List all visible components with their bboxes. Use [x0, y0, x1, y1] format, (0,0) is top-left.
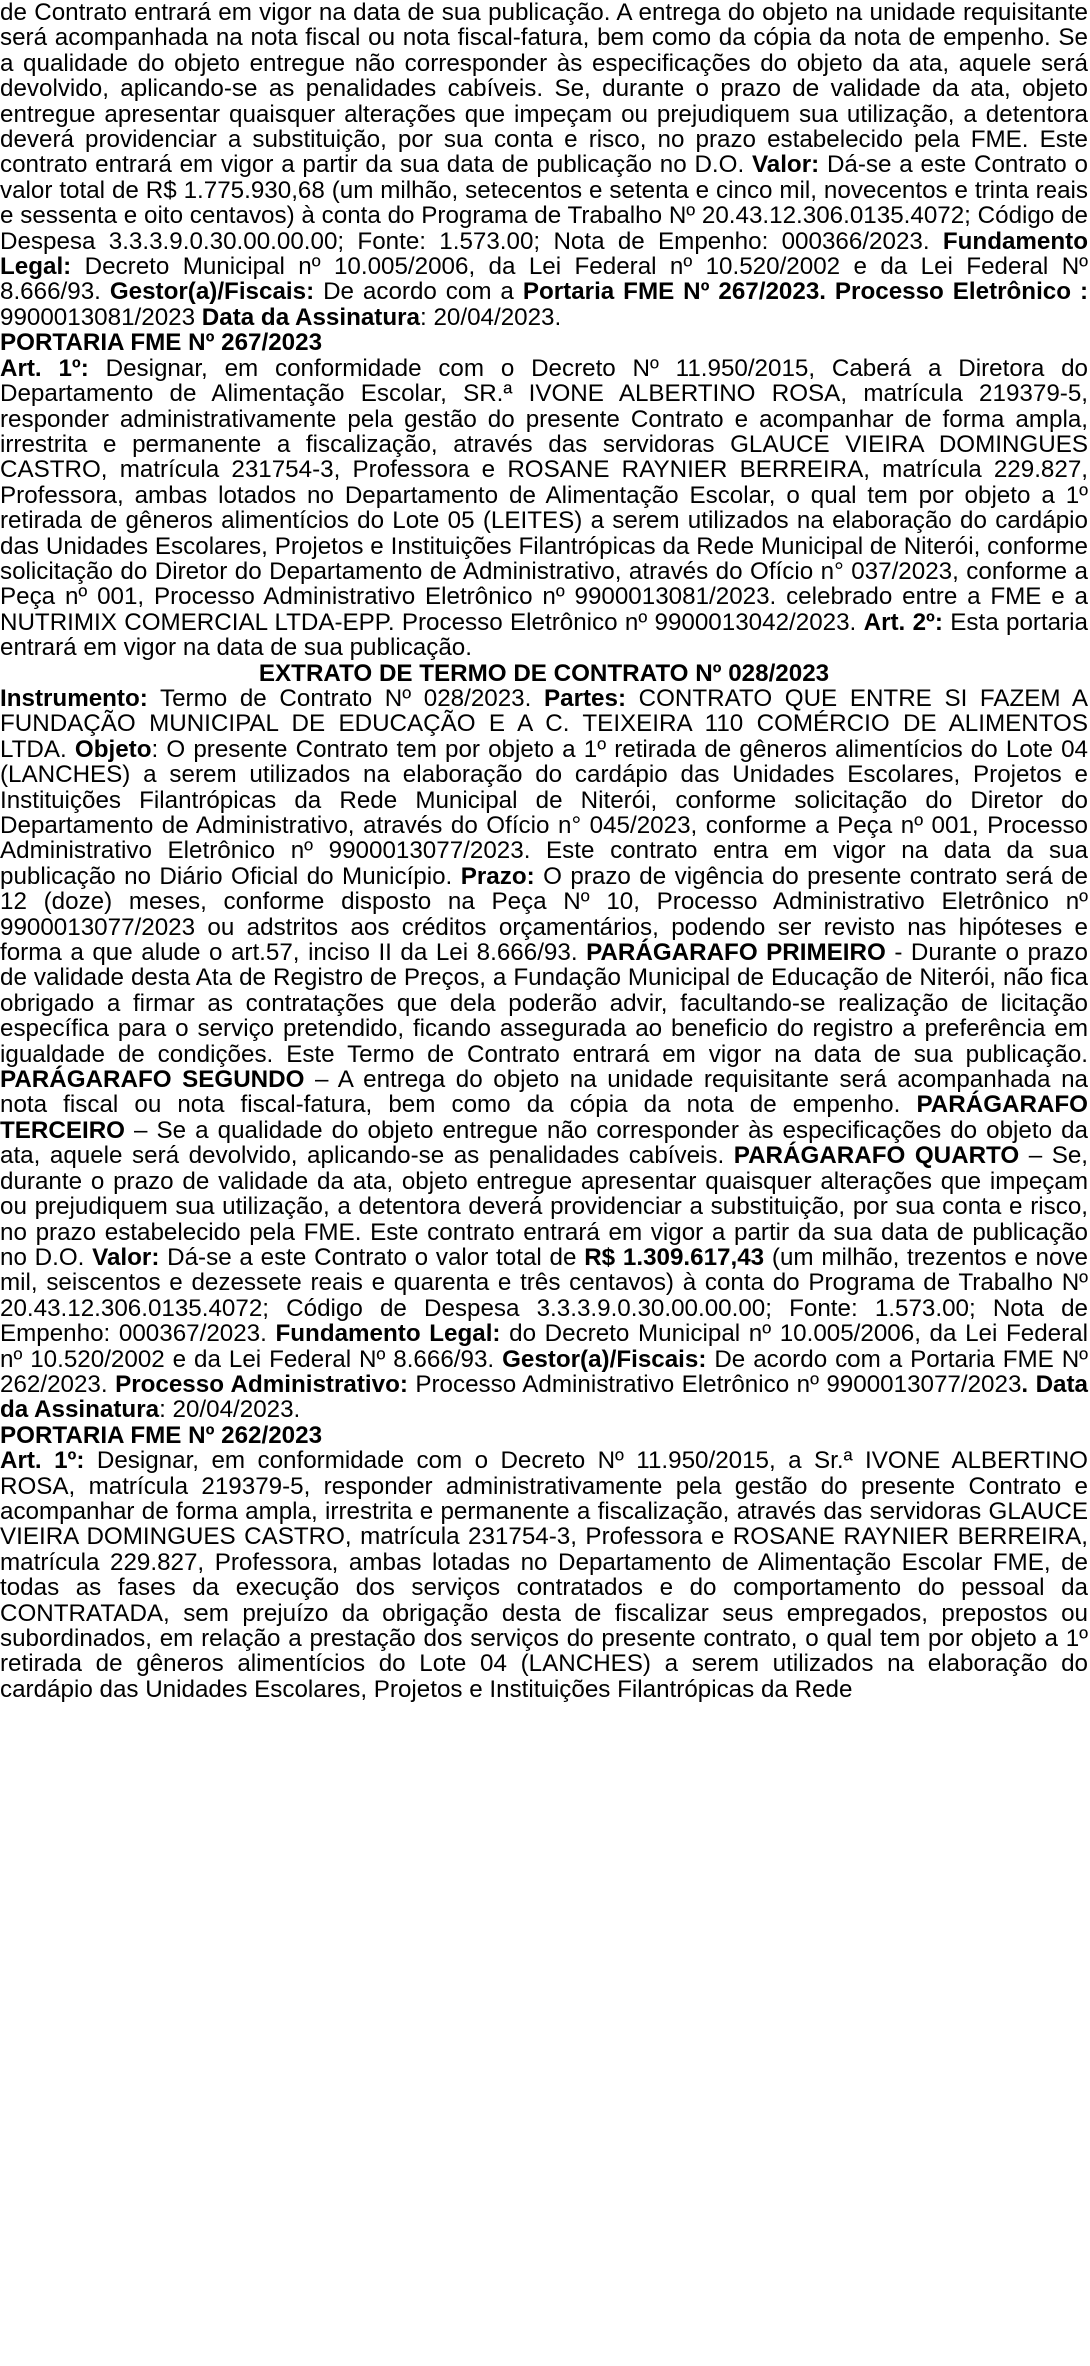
- bold-run: Valor:: [751, 151, 820, 179]
- text-run: CONTRATO QUE ENTRE SI FAZEM A FUNDAÇÃO MUNICIPAL DE EDUCAÇÃO E A C. TEIXEIRA 110 COMÉRCIO DE ALIMENTOS LTDA.: [0, 684, 1088, 763]
- bold-run: EXTRATO DE TERMO DE CONTRATO Nº 028/2023: [258, 659, 830, 687]
- bold-run: PARÁGARAFO SEGUNDO: [0, 1066, 305, 1094]
- text-run: : O presente Contrato tem por objeto a 1º retirada de gêneros alimentícios do Lote 04 (LANCHES) a serem utilizados na elaboração do cardápio das Unidades Escolares, Projetos e Instituições Filantrópicas da Rede Municipal de Niterói, conforme solicitação do Diretor do Departamento de Administrativo, através do Ofício n° 045/2023, conforme a Peça nº 001, Processo Administrativo Eletrônico nº 9900013077/2023. Este contrato entra em vigor na data da sua publicação no Diário Oficial do Município.: [0, 735, 1088, 890]
- text-run: Designar, em conformidade com o Decreto Nº 11.950/2015, a Sr.ª IVONE ALBERTINO ROSA, matrícula 219379-5, responder administrativamente pela gestão do presente Contrato e acompanhar de forma ampla, irrestrita e permanente a fiscalização, através das servidoras GLAUCE VIEIRA DOMINGUES CASTRO, matrícula 231754-3, Professora e ROSANE RAYNIER BERREIRA, matrícula 229.827, Professora, ambas lotadas no Departamento de Alimentação Escolar FME, de todas as fases da execução dos serviços contratados e do comportamento do pessoal da CONTRATADA, sem prejuízo da obrigação desta de fiscalizar seus empregados, prepostos ou subordinados, em relação a prestação dos serviços do presente contrato, o qual tem por objeto a 1º retirada de gêneros alimentícios do Lote 04 (LANCHES) a serem utilizados na elaboração do cardápio das Unidades Escolares, Projetos e Instituições Filantrópicas da Rede: [0, 1447, 1088, 1703]
- bold-run: PORTARIA FME Nº 262/2023: [0, 1421, 323, 1449]
- text-run: Dá-se a este Contrato o valor total de R$ 1.775.930,68 (um milhão, setecentos e setenta e cinco mil, novecentos e trinta reais e sessenta e oito centavos) à conta do Programa de Trabalho Nº 20.43.12.306.0135.4072; Código de Despesa 3.3.3.9.0.30.00.00.00; Fonte: 1.573.00; Nota de Empenho: 000366/2023.: [0, 151, 1088, 255]
- text-run: (um milhão, trezentos e nove mil, seiscentos e dezessete reais e quarenta e três centavos) à conta do Programa de Trabalho Nº 20.43.12.306.0135.4072; Código de Despesa 3.3.3.9.0.30.00.00.00; Fonte: 1.573.00; Nota de Empenho: 000367/2023.: [0, 1243, 1088, 1348]
- bold-run: Art. 2º:: [863, 608, 943, 636]
- text-run: - Durante o prazo de validade desta Ata de Registro de Preços, a Fundação Municipal de Educação de Niterói, não fica obrigado a firmar as contratações que dela poderão advir, facultando-se realização de licitação específica para o serviço pretendido, ficando assegurada ao beneficio do registro a preferência em igualdade de condições. Este Termo de Contrato entrará em vigor na data de sua publicação.: [0, 939, 1088, 1068]
- bold-run: PARÁGARAFO QUARTO: [733, 1142, 1020, 1170]
- bold-run: Portaria FME Nº 267/2023. Processo Eletrônico :: [522, 278, 1089, 306]
- bold-run: Data da Assinatura: [201, 303, 420, 331]
- text-run: Designar, em conformidade com o Decreto Nº 11.950/2015, Caberá a Diretora do Departamento de Alimentação Escolar, SR.ª IVONE ALBERTINO ROSA, matrícula 219379-5, responder administrativamente pela gestão do presente Contrato e acompanhar de forma ampla, irrestrita e permanente a fiscalização, através das servidoras GLAUCE VIEIRA DOMINGUES CASTRO, matrícula 231754-3, Professora e ROSANE RAYNIER BERREIRA, matrícula 229.827, Professora, ambas lotados no Departamento de Alimentação Escolar, o qual tem por objeto a 1º retirada de gêneros alimentícios do Lote 05 (LEITES) a serem utilizados na elaboração do cardápio das Unidades Escolares, Projetos e Instituições Filantrópicas da Rede Municipal de Niterói, conforme solicitação do Diretor do Departamento de Administrativo, através do Ofício n° 037/2023, conforme a Peça nº 001, Processo Administrativo Eletrônico nº 9900013081/2023. celebrado entre a FME e a NUTRIMIX COMERCIAL LTDA-EPP. Processo Eletrônico nº 9900013042/2023.: [0, 354, 1088, 636]
- portaria-267-body: [0, 356, 1088, 661]
- bold-run: Valor:: [92, 1243, 160, 1271]
- bold-run: R$ 1.309.617,43: [584, 1243, 765, 1271]
- text-run: : 20/04/2023.: [420, 303, 562, 331]
- text-run: O prazo de vigência do presente contrato será de 12 (doze) meses, conforme disposto na Peça Nº 10, Processo Administrativo Eletrônico nº 9900013077/2023 ou adstritos aos créditos orçamentários, podendo ser revisto nas hipóteses e forma a que alude o art.57, inciso II da Lei 8.666/93.: [0, 862, 1088, 967]
- text-run: Decreto Municipal nº 10.005/2006, da Lei Federal nº 10.520/2002 e da Lei Federal Nº 8.666/93.: [0, 253, 1088, 306]
- bold-run: PORTARIA FME Nº 267/2023: [0, 329, 323, 357]
- bold-run: Prazo:: [460, 862, 535, 890]
- text-run: de Contrato entrará em vigor na data de sua publicação. A entrega do objeto na unidade requisitante será acompanhada na nota fiscal ou nota fiscal-fatura, bem como da cópia da nota de empenho. Se a qualidade do objeto entregue não corresponder às especificações do objeto da ata, aquele será devolvido, aplicando-se as penalidades cabíveis. Se, durante o prazo de validade da ata, objeto entregue apresentar quaisquer alterações que impeçam ou prejudiquem sua utilização, a detentora deverá providenciar a substituição, por sua conta e risco, no prazo estabelecido pela FME. Este contrato entrará em vigor a partir da sua data de publicação no D.O.: [0, 0, 1088, 179]
- text-run: – Se, durante o prazo de validade da ata, objeto entregue apresentar quaisquer alterações que impeçam ou prejudiquem sua utilização, a detentora deverá providenciar a substituição, por sua conta e risco, no prazo estabelecido pela FME. Este contrato entrará em vigor a partir da sua data de publicação no D.O.: [0, 1142, 1088, 1271]
- text-run: : 20/04/2023.: [159, 1396, 301, 1424]
- bold-run: . Data da Assinatura: [0, 1370, 1088, 1424]
- bold-run: Gestor(a)/Fiscais:: [502, 1345, 707, 1373]
- text-run: – A entrega do objeto na unidade requisitante será acompanhada na nota fiscal ou nota fiscal-fatura, bem como da cópia da nota de empenho.: [0, 1066, 1088, 1119]
- bold-run: PARÁGARAFO TERCEIRO: [0, 1091, 1088, 1144]
- text-run: Dá-se a este Contrato o valor total de: [159, 1243, 585, 1271]
- bold-run: Art. 1º:: [0, 1447, 85, 1475]
- bold-run: PARÁGARAFO PRIMEIRO: [586, 939, 886, 967]
- bold-run: Instrumento:: [0, 684, 148, 712]
- bold-run: Processo Administrativo:: [115, 1370, 408, 1398]
- extrato-contrato-028-body: [0, 686, 1088, 1423]
- contract-continuation-paragraph: [0, 0, 1088, 330]
- text-run: De acordo com a Portaria FME Nº 262/2023.: [0, 1345, 1088, 1398]
- text-run: Esta portaria entrará em vigor na data de sua publicação.: [0, 608, 1088, 662]
- bold-run: Partes:: [544, 684, 627, 712]
- bold-run: Fundamento Legal:: [275, 1320, 501, 1348]
- text-run: do Decreto Municipal nº 10.005/2006, da Lei Federal nº 10.520/2002 e da Lei Federal Nº 8.666/93.: [0, 1320, 1089, 1373]
- bold-run: Art. 1º:: [0, 354, 89, 382]
- text-run: Termo de Contrato Nº 028/2023.: [147, 684, 544, 712]
- bold-run: Objeto: [74, 735, 152, 763]
- text-run: De acordo com a: [314, 278, 523, 306]
- bold-run: Gestor(a)/Fiscais:: [109, 278, 315, 306]
- portaria-262-heading: [0, 1423, 1088, 1448]
- text-run: – Se a qualidade do objeto entregue não corresponder às especificações do objeto da ata, aquele será devolvido, aplicando-se as penalidades cabíveis.: [0, 1116, 1088, 1170]
- text-run: 9900013081/2023: [0, 303, 202, 331]
- bold-run: Fundamento Legal:: [0, 227, 1088, 281]
- portaria-267-heading: [0, 330, 1088, 355]
- text-run: Processo Administrativo Eletrônico nº 9900013077/2023: [407, 1370, 1022, 1398]
- extrato-contrato-028-heading: [0, 661, 1088, 686]
- portaria-262-body: [0, 1448, 1088, 1702]
